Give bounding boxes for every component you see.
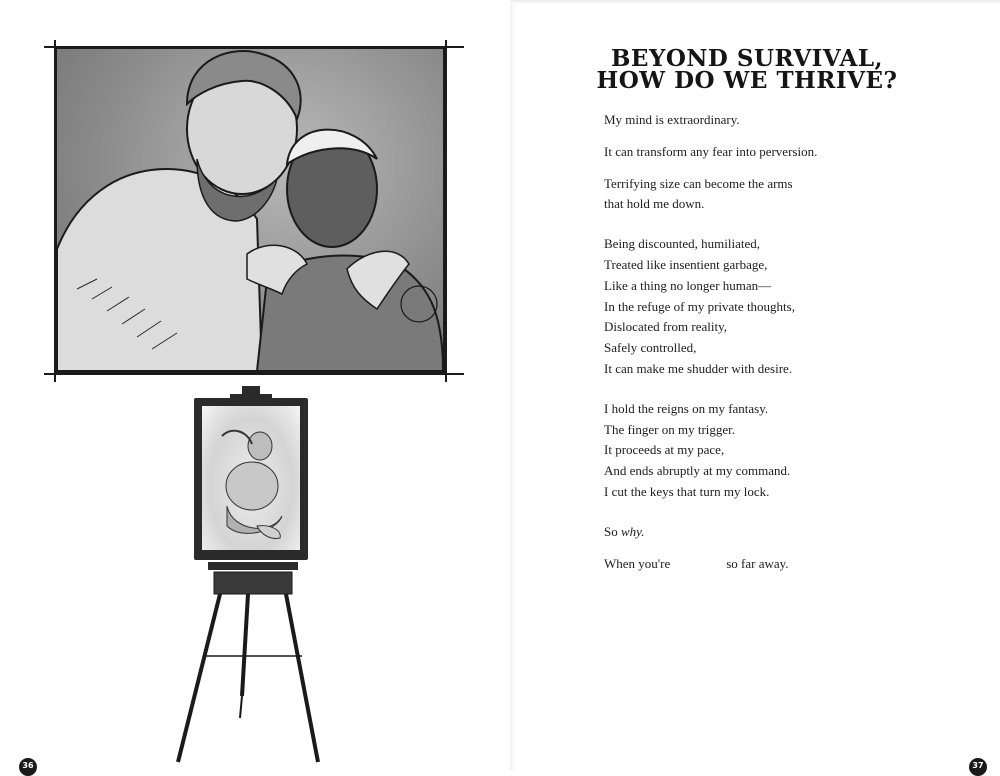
- poem-line: In the refuge of my private thoughts,: [604, 298, 795, 314]
- page-edge: [510, 0, 1000, 4]
- poem-line: And ends abruptly at my command.: [604, 463, 791, 479]
- poem-line: It proceeds at my pace,: [604, 442, 725, 458]
- page-title: BEYOND SURVIVAL, HOW DO WE THRIVE?: [596, 45, 898, 94]
- poem-line: [604, 554, 934, 575]
- poem-line: I cut the keys that turn my lock.: [604, 483, 770, 499]
- poem-text: When you're: [604, 555, 671, 571]
- poem-line: that hold me down.: [604, 196, 705, 212]
- poem-line: Safely controlled,: [604, 340, 697, 356]
- poem-line: I hold the reigns on my fantasy.: [604, 400, 769, 416]
- poem-line: My mind is extraordinary.: [604, 112, 740, 127]
- poem-line: Terrifying size can become the arms: [604, 175, 793, 191]
- poem-text: so far away.: [726, 555, 789, 571]
- poem-line: Treated like insentient garbage,: [604, 256, 768, 272]
- poem-text: So: [604, 523, 621, 539]
- easel-illustration: [170, 386, 330, 766]
- easel-stand: [170, 386, 330, 766]
- poem-line: [604, 522, 934, 543]
- poem-emphasis: why.: [620, 523, 645, 539]
- poem-line: Being discounted, humiliated,: [604, 236, 760, 252]
- couple-illustration: [54, 46, 446, 374]
- poem-line: The finger on my trigger.: [604, 421, 736, 437]
- poem-line: Like a thing no longer human—: [604, 277, 772, 293]
- poem-line: Dislocated from reality,: [604, 319, 727, 335]
- couple-illustration-art: [57, 49, 443, 371]
- poem: [604, 110, 934, 574]
- poem-line: It can make me shudder with desire.: [604, 360, 793, 376]
- page-number-left: 36: [19, 758, 37, 776]
- page-number-right: 37: [969, 758, 987, 776]
- poem-line: It can transform any fear into perversion.: [604, 143, 818, 159]
